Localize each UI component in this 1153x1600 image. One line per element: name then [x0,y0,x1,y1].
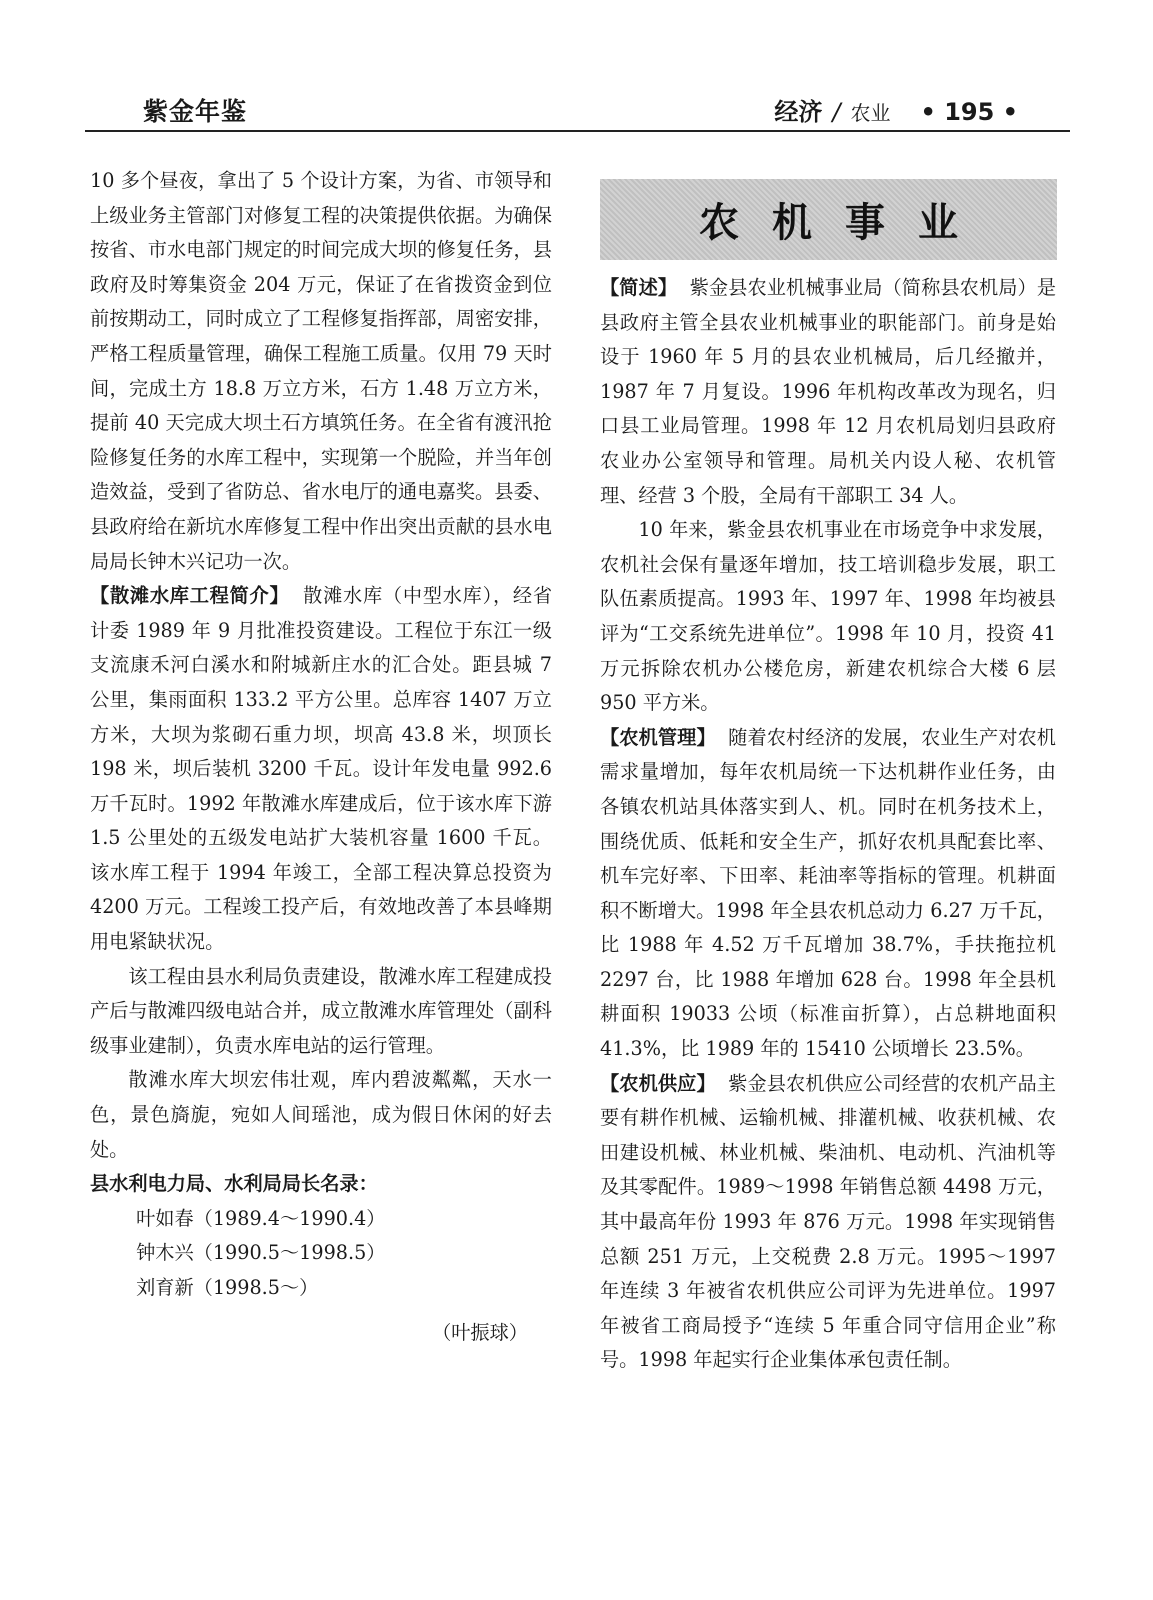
paragraph-text: 散滩水库（中型水库），经省计委 1989 年 9 月批准投资建设。工程位于东江一级支流康禾河白溪水和附城新庄水的汇合处。距县城 7 公里，集雨面积 133.2 平方公里。总库容 1407 万立方米，大坝为浆砌石重力坝，坝高 43.8 米，坝顶长 198 米，坝后装机 3200 千瓦。设计年发电量 992.6 万千瓦时。1992 年散滩水库建成后，位于该水库下游 1.5 公里处的五级发电站扩大装机容量 1600 千瓦。该水库工程于 1994 年竣工，全部工程决算总投资为 4200 万元。工程竣工投产后，有效地改善了本县峰期用电紧缺状况。 [90,584,553,954]
section-separator: / [832,98,841,126]
director-list-item: 钟木兴（1990.5～1998.5） [136,1241,386,1265]
paragraph-text: 随着农村经济的发展，农业生产对农机需求量增加，每年农机局统一下达机耕作业任务，由各镇农机站具体落实到人、机。同时在机务技术上，围绕优质、低耗和安全生产，抓好农机具配套比率、机车完好率、下田率、耗油率等指标的管理。机耕面积不断增大。1998 年全县农机总动力 6.27 万千瓦，比 1988 年 4.52 万千瓦增加 38.7%，手扶拖拉机 2297 台，比 1988 年增加 628 台。1998 年全县机耕面积 19033 公顷（标准亩折算），占总耕地面积 41.3%，比 1989 年的 15410 公顷增长 23.5%。 [600,725,1056,1061]
paragraph [600,1067,1056,1378]
section-label: 【农机供应】 [600,1071,716,1095]
paragraph: 10 年来，紫金县农机事业在市场竞争中求发展，农机社会保有量逐年增加，技工培训稳步发展，职工队伍素质提高。1993 年、1997 年、1998 年均被县评为“工交系统先进单位”。1998 年 10 月，投资 41 万元拆除农机办公楼危房，新建农机综合大楼 6 层 950 平方米。 [600,518,1056,715]
section-label: 【农机管理】 [600,725,716,749]
author-credit: （叶振球） [432,1320,528,1344]
left-column [90,164,552,1350]
director-list-title: 县水利电力局、水利局局长名录： [90,1172,378,1196]
paragraph: 该工程由县水利局负责建设，散滩水库工程建成投产后与散滩四级电站合并，成立散滩水库管理处（副科级事业建制），负责水库电站的运行管理。 [90,964,552,1057]
paragraph [600,721,1056,1067]
paragraph: 10 多个昼夜，拿出了 5 个设计方案，为省、市领导和上级业务主管部门对修复工程的决策提供依据。为确保按省、市水电部门规定的时间完成大坝的修复任务，县政府及时筹集资金 204 万元，保证了在省拨资金到位前按期动工，同时成立了工程修复指挥部，周密安排，严格工程质量管理，确保工程施工质量。仅用 79 天时间，完成土方 18.8 万立方米，石方 1.48 万立方米，提前 40 天完成大坝土石方填筑任务。在全省有渡汛抢险修复任务的水库工程中，实现第一个脱险，并当年创造效益，受到了省防总、省水电厅的通电嘉奖。县委、县政府给在新坑水库修复工程中作出突出贡献的县水电局局长钟木兴记功一次。 [90,169,552,573]
book-title: 紫金年鉴 [143,97,248,126]
paragraph-text: 紫金县农业机械事业局（简称县农机局）是县政府主管全县农业机械事业的职能部门。前身是始设于 1960 年 5 月的县农业机械局，后几经撤并，1987 年 7 月复设。1996 年机构改革改为现名，归口县工业局管理。1998 年 12 月农机局划归县政府农业办公室领导和管理。局机关内设人秘、农机管理、经营 3 个股，全局有干部职工 34 人。 [600,276,1057,507]
section-label: 【散滩水库工程简介】 [90,584,290,608]
page-number: • 195 • [920,98,1018,126]
subsection-name: 农业 [850,101,891,125]
section-name: 经济 [774,98,823,126]
article-title: 农机事业 [699,200,991,246]
section-header [774,92,1018,127]
page-header [85,92,1070,132]
paragraph [90,579,552,960]
paragraph: 散滩水库大坝宏伟壮观，库内碧波粼粼，天水一色，景色旖旎，宛如人间瑶池，成为假日休闲的好去处。 [90,1068,552,1161]
right-column [600,271,1056,1378]
director-list-item: 叶如春（1989.4～1990.4） [136,1206,386,1230]
article-title-banner [600,179,1057,260]
paragraph-text: 紫金县农机供应公司经营的农机产品主要有耕作机械、运输机械、排灌机械、收获机械、农田建设机械、林业机械、柴油机、电动机、汽油机等及其零配件。1989～1998 年销售总额 4498 万元，其中最高年份 1993 年 876 万元。1998 年实现销售总额 251 万元，上交税费 2.8 万元。1995～1997 年连续 3 年被省农机供应公司评为先进单位。1997 年被省工商局授予“连续 5 年重合同守信用企业”称号。1998 年起实行企业集体承包责任制。 [600,1071,1056,1372]
director-list-item: 刘育新（1998.5～） [136,1276,319,1299]
section-label: 【简述】 [600,276,678,299]
paragraph [600,271,1056,513]
